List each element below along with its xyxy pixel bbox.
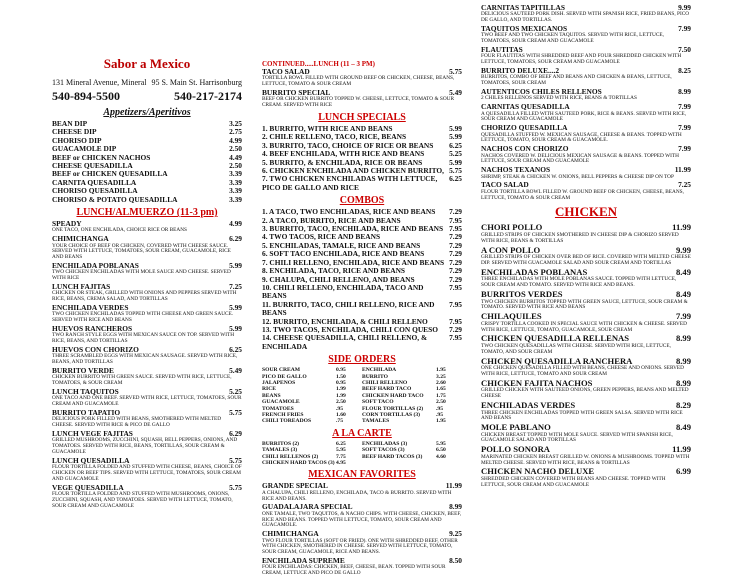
column-left — [52, 0, 242, 510]
menu-item-price: 7.99 — [678, 102, 691, 112]
menu-item-price: 7.25 — [678, 180, 691, 190]
menu-item-name: BURRITO VERDE — [52, 366, 114, 376]
menu-item-price: 6.25 — [229, 345, 242, 355]
side-name: TAMALES (3) — [262, 447, 298, 454]
menu-item-description: ONE TAMALE, TWO TAQUITOS, & NACHO CHIPS. WITH CHEESE, CHICKEN, BEEF, RICE AND BEANS. TOPPED WITH LETTUCE, TOMATO, SOUR CREAM AND GUACAMOLE. — [262, 510, 462, 529]
menu-item-name: MOLE PABLANO — [481, 422, 551, 433]
menu-item-name: LUNCH VEGE FAJITAS — [52, 429, 133, 439]
menu-item-name: 2. A TACO, BURRITO, RICE AND BEANS — [262, 215, 401, 225]
menu-item-description: ONE TACO, ONE ENCHILADA, CHOICE RICE OR BEANS — [52, 227, 187, 234]
side-name: CHILI TOREADOS — [262, 418, 312, 425]
menu-item-description: FLOUR TORTILLA BOWL FILLED W. GROUND BEEF OR CHICKEN, CHEESE, BEANS, LETTUCE, TOMATO & SOUR CREAM — [481, 188, 684, 201]
menu-item-name: CHEESE DIP — [52, 127, 97, 137]
menu-item-name: 7. TWO CHICKEN ENCHILADAS WITH LETTUCE, PICO DE GALLO AND RICE — [262, 174, 438, 192]
menu-item-price: 7.99 — [678, 123, 691, 133]
menu-item-price: 7.95 — [449, 333, 462, 343]
menu-item-price: 7.25 — [229, 282, 242, 292]
menu-item-name: CHICKEN FAJITA NACHOS — [481, 377, 593, 388]
menu-item-name: CHEESE QUESADILLA — [52, 161, 133, 171]
menu-item-price: 6.25 — [449, 140, 462, 150]
menu-item-name: ENCHILADA POBLANAS — [52, 261, 139, 271]
menu-item-price: 5.99 — [229, 303, 242, 313]
menu-item-price: 8.25 — [678, 66, 691, 75]
menu-item-price: 7.29 — [449, 274, 462, 284]
menu-item-name: CHIMICHANGA — [52, 234, 109, 244]
menu-item-name: 11. BURRITO, TACO, CHILI RELLENO, RICE AND BEANS — [262, 299, 435, 318]
side-name: SOUR CREAM — [262, 367, 301, 374]
menu-item-price: 9.99 — [678, 3, 691, 12]
menu-item-price: 2.50 — [229, 144, 242, 154]
menu-item-price: 8.49 — [675, 266, 691, 277]
column-middle — [262, 0, 462, 578]
side-price: 1.95 — [436, 367, 446, 374]
side-orders-heading: SIDE ORDERS — [328, 354, 396, 366]
menu-item-name: HUEVOS RANCHEROS — [52, 324, 133, 334]
menu-item-name: BURRITOS VERDES — [481, 288, 563, 299]
phone-mineral: 540-894-5500 — [52, 89, 120, 103]
menu-item-price: 2.50 — [229, 161, 242, 171]
menu-item-description: ONE TACO AND ONE BEEF. SERVED WITH RICE, LETTUCE, TOMATOES, SOUR CREAM AND GUACAMOLE — [52, 395, 242, 408]
menu-item-price: 3.39 — [229, 186, 242, 196]
addresses — [52, 78, 242, 87]
menu-item-description: TWO FLOUR TORTILLAS (SOFT OR FRIED). ONE WITH SHREDDED BEEF, OTHER WITH CHICKEN, SMOTHERED IN CHEESE. SERVED WITH LETTUCE, TOMATO, SOUR CREAM, GUACAMOLE, RICE AND BEANS. — [262, 537, 458, 556]
combos-list — [262, 208, 462, 351]
restaurant-name: Sabor a Mexico — [103, 56, 191, 71]
continued-lunch-heading: CONTINUED.....LUNCH (11 – 3 PM) — [262, 60, 375, 68]
lunch-list — [52, 220, 242, 509]
menu-item-row — [52, 196, 242, 204]
menu-item-price: 7.29 — [449, 207, 462, 217]
menu-item-price: 8.99 — [675, 333, 691, 344]
side-price: 4.60 — [436, 453, 446, 460]
menu-item-row — [262, 284, 462, 301]
appetizers-heading: Appetizers/Aperitivos — [103, 107, 191, 118]
menu-item-name: LUNCH TAQUITOS — [52, 387, 119, 397]
menu-item-name: 14. CHEESE QUESADILLA, CHILI RELLENO, & ENCHILADA — [262, 333, 428, 351]
chicken-list — [481, 223, 691, 488]
menu-item-description: TWO CHICKEN BURRITOS TOPPED WITH GREEN SAUCE, LETTUCE, SOUR CREAM & TOMATO. SERVED WITH RICE AND BEANS — [481, 298, 688, 311]
menu-item-name: SPEADY — [52, 219, 82, 229]
menu-item-description: TWO CHICKEN ENCHILADAS WITH MOLE SAUCE AND CHEESE. SERVED WITH RICE — [52, 269, 231, 282]
side-name: SOFT TACOS (3) — [362, 447, 405, 454]
menu-item-description: TWO RANCH STYLE EGGS WITH MEXICAN SAUCE ON TOP. SERVED WITH RICE, BEANS, AND TORTILLAS — [52, 332, 235, 345]
side-price: 7.75 — [336, 453, 346, 460]
a-la-carte-table — [262, 441, 462, 467]
menu-item-description: CHICKEN BREAST TOPPED WITH MOLE SAUCE. SERVED WITH SPANISH RICE, GUACAMOLE SALAD AND TORTILLAS — [481, 431, 673, 444]
side-price: 0.95 — [336, 379, 346, 386]
menu-item-price: 5.75 — [449, 166, 462, 176]
menu-item-price: 7.95 — [449, 224, 462, 234]
side-price: .95 — [436, 412, 443, 418]
menu-item-name: BEAN DIP — [52, 119, 88, 128]
menu-item-price: 7.95 — [449, 215, 462, 225]
chicken-heading: CHICKEN — [554, 204, 618, 220]
menu-item-price: 5.75 — [229, 455, 242, 465]
side-price: .75 — [336, 418, 343, 425]
menu-item-price: 5.75 — [229, 482, 242, 492]
menu-item-description: FLOUR TORTILLA FOLDED AND STUFFED WITH CHEESE, BEANS, CHOICE OF CHICKEN OR BEEF TIPS. SERVED WITH LETTUCE, TOMATOES, SOUR CREAM AND GUACAMOLE — [52, 464, 242, 482]
menu-item-price: 5.99 — [449, 124, 462, 133]
side-name: CHILI RELLENOS (2) — [262, 453, 319, 460]
side-name: TAMALES — [362, 418, 390, 425]
menu-item-price: 8.49 — [675, 422, 691, 433]
a-la-carte-heading: A LA CARTE — [332, 427, 392, 439]
house-specials-list — [481, 4, 691, 201]
menu-item-price: 3.39 — [229, 194, 242, 204]
menu-item-price: 7.99 — [678, 24, 691, 33]
menu-item-price: 6.29 — [229, 234, 242, 244]
menu-item-description: ONE CHICKEN QUESADILLA FILLED WITH BEANS, CHEESE AND ONIONS. SERVED WITH RICE, LETTUCE, TOMATO AND SOUR CREAM — [481, 365, 684, 377]
phone-harrisonburg: 540-217-2174 — [174, 89, 242, 103]
menu-item-name: 2. CHILE RELLENO, TACO, RICE, BEANS — [262, 132, 407, 142]
side-price: 1.75 — [436, 392, 446, 399]
menu-item-price: 11.99 — [445, 481, 462, 491]
combos-heading: COMBOS — [339, 195, 385, 207]
menu-item-name: LUNCH QUESADILLA — [52, 455, 130, 465]
menu-item-price: 8.29 — [675, 399, 691, 410]
menu-item-name: 7. CHILI RELLENO, ENCHILADA, RICE AND BEANS — [262, 257, 445, 267]
side-price: .95 — [436, 405, 443, 412]
menu-item-description: SHREDDED CHICKEN COVERED WITH BEANS AND CHEESE. TOPPED WITH LETTUCE, SOUR CREAM AND GUACAMOLE — [481, 476, 666, 488]
menu-item-name: 3. BURRITO, TACO, CHOICE OF RICE OR BEANS — [262, 140, 434, 150]
menu-item-name: 4. BEEF ENCHILADA, WITH RICE AND BEANS — [262, 149, 425, 159]
side-name: CHICKEN HARD TACO — [362, 392, 424, 399]
column-right — [481, 0, 691, 490]
menu-item-description: TWO CHICKEN QUESADILLAS WITH CHEESE. SERVED WITH RICE, LETTUCE, TOMATO, AND SOUR CREAM — [481, 342, 671, 355]
menu-item-description: CHICKEN BURRITO WITH GREEN SAUCE. SERVED WITH RICE, LETTUCE, TOMATOES, & SOUR CREAM — [52, 374, 232, 387]
menu-item-name: HUEVOS CON CHORIZO — [52, 345, 139, 355]
menu-item-price: 4.49 — [229, 152, 242, 162]
menu-item-name: ENCHILADA VERDES — [52, 303, 129, 313]
phone-numbers — [52, 89, 242, 104]
appetizers-list — [52, 120, 242, 204]
menu-item-price: 5.25 — [229, 387, 242, 397]
menu-item-name: VEGE QUESADILLA — [52, 482, 124, 492]
menu-item-price: 8.99 — [675, 355, 691, 366]
menu-item-name: CHORISO DIP — [52, 135, 102, 145]
menu-item-price: 2.75 — [229, 127, 242, 137]
menu-item-name: ENCHILADA SUPREME — [262, 556, 345, 566]
menu-item-name: 6. SOFT TACO ENCHILADA, RICE AND BEANS — [262, 249, 425, 259]
menu-item-description: FOUR FLAUTITAS WITH SHREDDED BEEF AND FOUR SHREDDED CHICKEN WITH LETTUCE, TOMATOES, SOUR CREAM AND GUACAMOLE — [481, 53, 682, 66]
menu-item-price: 5.99 — [449, 132, 462, 142]
menu-item-name: BURRITO TAPATIO — [52, 408, 121, 418]
menu-item-price: 7.29 — [449, 232, 462, 242]
menu-item-name: NACHOS TEXANOS — [481, 165, 551, 175]
menu-item-price: 7.29 — [449, 240, 462, 250]
menu-item-price: 8.99 — [678, 87, 691, 96]
menu-item-name: TAQUITOS MEXICANOS — [481, 24, 568, 33]
menu-item-price: 7.95 — [449, 316, 462, 326]
menu-item-name: GUADALAJARA SPECIAL — [262, 502, 353, 512]
menu-item-price: 4.99 — [229, 135, 242, 145]
side-name: CHICKEN HARD TACOS (3) — [262, 460, 335, 467]
menu-item-description: CRISPY TORTILLA COOKED IN SPECIAL SAUCE WITH CHICKEN & CHEESE. SERVED WITH RICE, LETTUCE, TOMATO, GUACAMOLE, SOUR CREAM — [481, 320, 687, 333]
menu-item-price: 6.99 — [675, 466, 691, 477]
side-name: JALAPENOS — [262, 379, 296, 386]
menu-item-price: 7.95 — [449, 299, 462, 309]
menu-item-price: 5.25 — [449, 149, 462, 159]
menu-item-name: A CON POLLO — [481, 244, 541, 255]
side-price: 1.50 — [336, 373, 346, 380]
lunch-specials-list — [262, 125, 462, 192]
lunch-heading: LUNCH/ALMUERZO (11-3 pm) — [76, 207, 218, 219]
menu-item-price: 8.99 — [675, 377, 691, 388]
menu-item-description: DELICIOUS PORK FILLED WITH BEANS, SMOTHERED WITH MELTED CHEESE. SERVED WITH RICE & PICO DE GALLO — [52, 416, 222, 429]
side-name: BURRITO — [362, 373, 389, 380]
side-price: 1.99 — [336, 386, 346, 393]
menu-item-price: 3.39 — [229, 169, 242, 179]
menu-item-price: 7.50 — [678, 45, 691, 54]
menu-item-name: AUTENTICOS CHILES RELLENOS — [481, 87, 602, 96]
side-name: CORN TORTILLAS (3) — [362, 412, 421, 418]
side-price: 1.65 — [436, 386, 446, 393]
menu-item-name: 8. ENCHILADA, TACO, RICE AND BEANS — [262, 266, 406, 276]
menu-item-description: A QUESADILLA FILLED WITH SAUTEED PORK, RICE & BEANS. SERVED WITH RICE, SOUR CREAM AND GUACAMOLE — [481, 110, 687, 123]
side-price: 1.95 — [436, 418, 446, 425]
menu-item-name: ENCHILADAS VERDES — [481, 399, 576, 410]
menu-item-description: FLOUR TORTILLA FOLDED AND STUFFED WITH MUSHROOMS, ONIONS, ZUCCHINI, SQUASH, AND TOMATOES. SERVED WITH LETTUCE, TOMATO, SOUR CREAM AND GUACAMOLE — [52, 491, 233, 509]
menu-item-description: SHRIMP, STEAK & CHICKEN W. ONIONS, BELL PEPPERS & CHEESE DIP ON TOP — [481, 173, 674, 180]
menu-item-price: 7.29 — [449, 266, 462, 276]
menu-item-description: A CHALUPA, CHILI RELLENO, ENCHILADA, TACO & BURRITO. SERVED WITH RICE AND BEANS. — [262, 489, 452, 502]
menu-item-name: CARNITAS TAPITILLAS — [481, 3, 565, 12]
menu-item-name: 1. BURRITO, WITH RICE AND BEANS — [262, 124, 393, 133]
side-orders-table — [262, 367, 462, 425]
menu-item-name: CHORISO & POTATO QUESADILLA — [52, 194, 178, 204]
menu-item-description: THREE SCRAMBLED EGGS WITH MEXICAN SAUSAGE. SERVED WITH RICE, BEANS, AND TORTILLAS — [52, 353, 238, 366]
menu-item-price: 7.99 — [678, 144, 691, 154]
side-name: BEEF HARD TACO — [362, 386, 412, 393]
menu-item-name: CHICKEN QUESADILLA RANCHERA — [481, 355, 633, 366]
menu-item-row — [262, 334, 462, 351]
menu-item-description: TWO CHICKEN ENCHILADAS TOPPED WITH CHEESE AND GREEN SAUCE. SERVED WITH RICE AND BEANS — [52, 311, 234, 324]
menu-item-price: 5.99 — [449, 157, 462, 167]
side-name: FRENCH FRIES — [262, 412, 304, 418]
menu-item-price: 9.25 — [449, 529, 462, 539]
menu-item-description: BURRITOS, COMBO OF BEEF AND BEANS AND CHICKEN & BEANS, LETTUCE, TOMATOES, SOUR CREAM — [481, 74, 672, 87]
menu-item-price: 4.99 — [229, 219, 242, 229]
side-name: BEEF HARD TACOS (3) — [362, 453, 423, 460]
menu-item-name: FLAUTITAS — [481, 45, 523, 54]
side-price: 2.50 — [436, 399, 446, 406]
side-name: PICO DE GALLO — [262, 373, 307, 380]
menu-item-name: 13. TWO TACOS, ENCHILADA, CHILI CON QUESO — [262, 324, 438, 334]
menu-item-description: GRILLED STRIPS OF CHICKEN SMOTHERED IN CHEESE DIP & CHORIZO SERVED WITH RICE, BEANS & TORTILLAS — [481, 232, 679, 244]
menu-item-price: 5.75 — [449, 67, 462, 76]
lunch-specials-heading: LUNCH SPECIALS — [318, 112, 406, 123]
menu-item-price: 7.95 — [449, 282, 462, 292]
side-price: 1.99 — [336, 392, 346, 399]
side-price: 2.60 — [436, 379, 446, 386]
menu-item-name: TACO SALAD — [262, 67, 310, 76]
menu-item-name: CHORIZO QUESADILLA — [481, 123, 568, 133]
menu-item-description: GRILLED CHICKEN WITH SAUTEED ONIONS, GREEN PEPPERS, BEANS AND MELTED CHEESE — [481, 387, 689, 400]
menu-item-name: BURRITO SPECIAL — [262, 88, 331, 97]
side-name: BEANS — [262, 392, 281, 399]
side-price: .95 — [336, 405, 343, 412]
side-name: RICE — [262, 386, 276, 393]
menu-item-description: MARINATED CHICKEN BREAST GRILLED W. ONIONS & MUSHROOMS. TOPPED WITH MELTED CHEESE. SERVED WITH RICE, BEANS & TORTILLAS — [481, 453, 690, 466]
side-price: 5.95 — [336, 447, 346, 454]
side-name: SOFT TACO — [362, 399, 394, 406]
side-price: 6.25 — [336, 440, 346, 447]
menu-item-name: 5. BURRITO, & ENCHILADA, RICE OR BEANS — [262, 157, 423, 167]
menu-item-name: CARNITAS QUESADILLA — [481, 102, 570, 112]
menu-item-price: 5.75 — [229, 408, 242, 418]
menu-item-description: GRILLED MUSHROOMS, ZUCCHINI, SQUASH, BELL PEPPERS, ONIONS, AND TOMATOES. SERVED WITH RICE, BEANS, TORTILLAS, SOUR CREAM & GUACAMOLE — [52, 437, 238, 456]
menu-item-description: FOUR ENCHILADAS: CHICKEN, BEEF, CHEESE, BEAN. TOPPED WITH SOUR CREAM, LETTUCE AND PICO DE GALLO — [262, 564, 446, 577]
menu-item-name: BURRITO DELUXE....2 — [481, 66, 560, 75]
menu-item-price: 3.39 — [229, 177, 242, 187]
address-mineral: 131 Mineral Avenue, Mineral — [52, 78, 147, 87]
side-name: BURRITOS (2) — [262, 440, 300, 447]
menu-item-name: 1. A TACO, TWO ENCHILADAS, RICE AND BEANS — [262, 207, 436, 217]
side-price: 4.95 — [336, 460, 346, 467]
menu-item-name: LUNCH FAJITAS — [52, 282, 111, 292]
menu-item-price: 6.29 — [229, 429, 242, 439]
side-price: 6.50 — [436, 447, 446, 454]
menu-item-price: 7.99 — [675, 311, 691, 322]
menu-item-name: CARNITA QUESADILLA — [52, 177, 137, 187]
menu-item-name: ENCHILADAS POBLANAS — [481, 266, 588, 277]
menu-item-price: 5.49 — [229, 366, 242, 376]
menu-item-name: 3. BURRITO, TACO, ENCHILADA, RICE AND BEANS — [262, 224, 444, 234]
menu-item-price: 11.99 — [674, 165, 691, 175]
menu-item-name: POLLO SONORA — [481, 444, 550, 455]
mexican-favorites-list — [262, 482, 462, 577]
menu-item-price: 9.99 — [675, 244, 691, 255]
menu-item-name: BEEF or CHICKEN NACHOS — [52, 152, 151, 162]
side-price: 2.50 — [336, 399, 346, 406]
menu-item-price: 7.29 — [449, 257, 462, 267]
menu-item-name: BEEF or CHICKEN QUESADILLA — [52, 169, 168, 179]
menu-item-name: 9. CHALUPA, CHILI RELLENO, AND BEANS — [262, 274, 415, 284]
menu-item-price: 8.50 — [449, 556, 462, 566]
mexican-favorites-heading: MEXICAN FAVORITES — [308, 469, 416, 481]
menu-item-description: THREE CHICKEN ENCHILADAS TOPPED WITH GREEN SALSA. SERVED WITH RICE AND BEANS — [481, 409, 683, 422]
menu-item-description: TORTILLA BOWL FILLED WITH GROUND BEEF OR CHICKEN, CHEESE, BEANS, LETTUCE, TOMATO & SOUR CREAM — [262, 75, 455, 88]
side-name: ENCHILADA — [362, 367, 397, 374]
address-harrisonburg: 95 S. Main St. Harrisonburg — [151, 78, 242, 87]
menu-item-price: 5.99 — [229, 324, 242, 334]
menu-item-description: YOUR CHOICE OF BEEF OR CHICKEN, COVERED WITH CHEESE SAUCE. SERVED WITH LETTUCE, TOMATOES, SOUR CREAM, GUACAMOLE, RICE AND BEANS — [52, 242, 231, 261]
menu-item-name: 5. ENCHILADAS, TAMALE, RICE AND BEANS — [262, 240, 421, 250]
menu-item-name: TACO SALAD — [481, 180, 529, 190]
menu-item-description: BEEF OR CHICKEN BURRITO TOPPED W. CHEESE, LETTUCE, TOMATO & SOUR CREAM. SERVED WITH RICE — [262, 96, 455, 109]
side-price: 1.60 — [336, 412, 346, 418]
menu-item-price: 7.29 — [449, 324, 462, 334]
menu-item-name: CHICKEN QUESADILLA RELLENAS — [481, 333, 630, 344]
menu-item-price: 7.29 — [449, 249, 462, 259]
menu-item-price: 5.99 — [229, 261, 242, 271]
menu-item-description: GRILLED STRIPS OF CHICKEN OVER BED OF RICE. COVERED WITH MELTED CHEESE DIP. SERVED WITH GUACAMOLE SALAD AND SOUR CREAM AND TORTILLAS — [481, 254, 691, 266]
menu-item-description: QUESADILLA STUFFED W. MEXICAN SAUSAGE, CHEESE & BEANS. TOPPED WITH LETTUCE, TOMATO, SOUR CREAM & GUACAMOLE. — [481, 131, 682, 144]
side-name: TOMATOES — [262, 405, 294, 412]
menu-item-description: CHICKEN OR STEAK, GRILLED WITH ONIONS AND PEPPERS SERVED WITH RICE, BEANS, CREMA SALAD, AND TORTILLAS — [52, 290, 237, 303]
menu-item-name: CHIMICHANGA — [262, 529, 319, 539]
menu-item-name: 6. CHICKEN ENCHILADA AND CHICKEN BURRITO, — [262, 166, 444, 176]
side-price: 3.25 — [436, 373, 446, 380]
menu-item-name: CHORISO QUESADILLA — [52, 186, 138, 196]
menu-item-name: CHORI POLLO — [481, 222, 543, 233]
menu-item-name: GUACAMOLE DIP — [52, 144, 117, 154]
menu-item-price: 8.99 — [449, 502, 462, 512]
side-name: GUACAMOLE — [262, 399, 300, 406]
menu-item-description: NACHOS COVERED W. DELICIOUS MEXICAN SAUSAGE & BEANS. TOPPED WITH LETTUCE, SOUR CREAM AND GUACAMOLE — [481, 152, 679, 165]
menu-item-name: NACHOS CON CHORIZO — [481, 144, 569, 154]
continued-lunch-list — [262, 68, 462, 109]
side-price: 5.95 — [436, 440, 446, 447]
menu-item-row — [262, 301, 462, 318]
menu-item-name: CHILAQUILES — [481, 311, 542, 322]
menu-item-price: 11.99 — [672, 222, 691, 233]
menu-item-name: CHICKEN NACHO DELUXE — [481, 466, 595, 477]
menu-item-description: 2 CHILES RELLENOS SERVED WITH RICE, BEANS & TORTILLAS — [481, 95, 637, 102]
menu-item-name: GRANDE SPECIAL — [262, 481, 328, 491]
menu-item-name: 12. BURRITO, ENCHILADA, & CHILI RELLENO — [262, 316, 428, 326]
menu-item-description: DELICIOUS SAUTEED PORK DISH. SERVED WITH SPANISH RICE, FRIED BEANS, PICO DE GALLO, AND TORTILLAS. — [481, 11, 690, 24]
side-name — [362, 460, 436, 466]
menu-item-price: 6.25 — [449, 174, 462, 184]
menu-item-price: 8.49 — [675, 288, 691, 299]
menu-item-name: 10. CHILI RELLENO, ENCHILADA, TACO AND BEANS — [262, 282, 424, 301]
menu-item-description: TWO BEEF AND TWO CHICKEN TAQUITOS. SERVED WITH RICE, LETTUCE, TOMATOES, SOUR CREAM AND GUACAMOLE — [481, 32, 664, 45]
side-price — [436, 460, 462, 466]
side-name: ENCHILADAS (3) — [362, 440, 408, 447]
side-name: CHILI RELLENO — [362, 379, 408, 386]
menu-item-row — [262, 175, 462, 192]
side-price: 0.95 — [336, 367, 346, 374]
menu-item-description: THREE ENCHILADAS WITH MOLE POBLANAS SAUCE. TOPPED WITH LETTUCE, SOUR CREAM AND TOMATO. SERVED WITH RICE AND BEANS. — [481, 276, 677, 289]
menu-item-price: 5.49 — [449, 88, 462, 97]
menu-item-name: 4. TWO TACOS, RICE AND BEANS — [262, 232, 381, 242]
menu-item-price: 3.25 — [229, 119, 242, 128]
side-name: FLOUR TORTILLAS (2) — [362, 405, 424, 412]
menu-item-price: 11.99 — [672, 444, 691, 455]
